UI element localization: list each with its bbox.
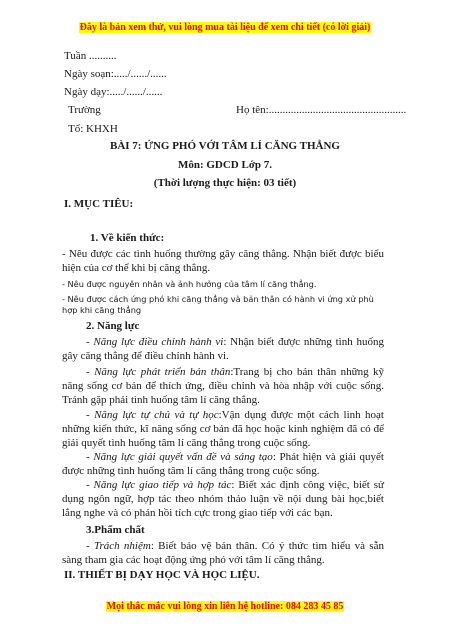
- week-field: Tuần ..........: [64, 50, 117, 62]
- quality-item: [62, 539, 384, 567]
- preview-banner-text: Đây là bản xem thử, vui lòng mua tài liệu để xem chi tiết (có lời giải): [79, 22, 371, 33]
- lesson-title: BÀI 7: ỨNG PHÓ VỚI TÂM LÍ CĂNG THẲNG: [109, 140, 340, 152]
- hotline-banner-text: Mọi thắc mắc vui lòng xin liên hệ hotline: 084 283 45 85: [106, 601, 344, 612]
- quality-heading: 3.Phẩm chất: [86, 524, 145, 536]
- hotline-banner: [0, 601, 450, 613]
- knowledge-item-2: - Nêu được nguyên nhân và ảnh hưởng của tâm lí căng thẳng.: [62, 279, 317, 289]
- quality-text: : Biết bảo vệ bản thân. Có ý thức tìm hiểu và sẵn sàng tham gia các hoạt động ứng phó với tâm lí căng thẳng.: [62, 540, 384, 567]
- prep-date-field: Ngày soạn:...../....../......: [64, 68, 167, 80]
- competency-text: :Trang bị cho bản thân những kỹ năng sống cơ bản để thích ứng, điều chỉnh và hòa nhập với cuộc sống. Tránh gặp phải tình huống tâm lí căng thẳng.: [62, 366, 385, 407]
- section-objectives-heading: I. MỤC TIÊU:: [64, 198, 134, 210]
- competency-heading: 2. Năng lực: [86, 320, 140, 332]
- preview-banner: [0, 22, 450, 34]
- section-equipment-heading: II. THIẾT BỊ DẠY HỌC VÀ HỌC LIỆU.: [64, 569, 260, 581]
- quality-label: - Trách nhiệm: [86, 540, 151, 552]
- competency-label: - Năng lực tự chủ và tự học: [86, 409, 219, 421]
- competency-label: - Năng lực phát triển bản thân: [86, 366, 231, 378]
- competency-text: : Phát hiện và giải quyết được những tình huống tâm lí căng thẳng trong cuộc sống.: [62, 451, 384, 478]
- knowledge-heading: 1. Về kiến thức:: [90, 232, 165, 244]
- competency-item-1: [62, 335, 384, 363]
- department-field: Tổ: KHXH: [68, 123, 118, 135]
- competency-item-5: [62, 478, 384, 521]
- competency-item-2: [62, 365, 384, 408]
- name-field: Họ tên:..................................................: [236, 104, 407, 116]
- knowledge-item-3: - Nêu được cách ứng phó khi căng thẳng và bản thân có hành vi ứng xử phù hợp khi căng thẳng: [62, 294, 374, 315]
- competency-text: :Vận dụng được một cách linh hoạt những kiến thức, kĩ năng sống cơ bản đã học hoặc kinh nghiệm đã có để giải quyết tình huống tâm lí căng thẳng trong cuộc sống.: [62, 409, 384, 450]
- subject-line: Môn: GDCD Lớp 7.: [177, 159, 273, 171]
- competency-label: - Năng lực giải quyết vấn đề và sáng tạo: [86, 451, 273, 463]
- school-field: Trường: [68, 104, 101, 116]
- competency-text: : Nhận biết được những tình huống gây căng thẳng để điều chỉnh hành vi.: [62, 336, 384, 363]
- competency-label: - Năng lực điều chỉnh hành vi: [86, 336, 224, 348]
- knowledge-item-1: - Nêu được các tình huống thường gây căng thẳng. Nhận biết được biểu hiện của cơ thể khi bị căng thẳng.: [62, 248, 384, 275]
- duration-line: (Thời lượng thực hiện: 03 tiết): [153, 177, 297, 189]
- teach-date-field: Ngày dạy:...../....../......: [64, 86, 163, 98]
- competency-item-3: [62, 408, 384, 451]
- competency-label: - Năng lực giao tiếp và hợp tác: [86, 479, 232, 491]
- competency-item-4: [62, 450, 384, 478]
- competency-text: : Biết xác định công việc, biết sử dụng ngôn ngữ, hợp tác theo nhóm thảo luận về nội dung bài học,biết lắng nghe và có phản hồi tích cực trong giao tiếp với các bạn.: [62, 479, 384, 520]
